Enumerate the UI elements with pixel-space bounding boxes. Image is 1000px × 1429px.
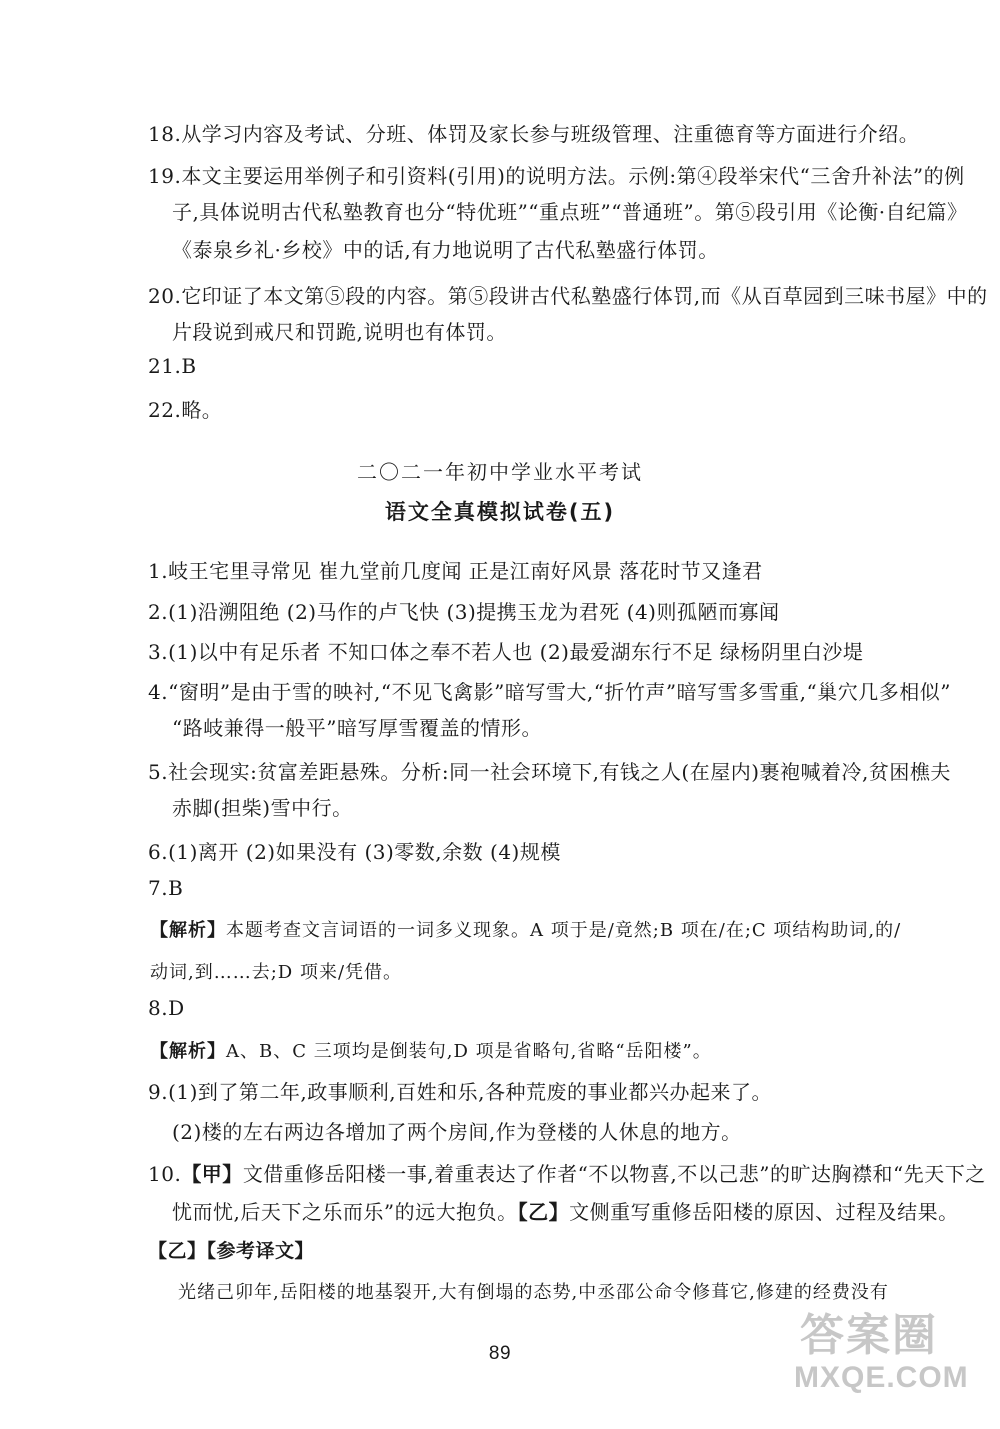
answer-10-cont: 忧而忧,后天下之乐而乐”的远大抱负。【乙】文侧重写重修岳阳楼的原因、过程及结果。 [172, 1200, 959, 1224]
explanation-7: 【解析】本题考查文言词语的一词多义现象。A 项于是/竟然;B 项在/在;C 项结构助词,的/ [150, 920, 902, 941]
answer-8: 8.D [148, 996, 185, 1020]
watermark-bottom-text: MXQE.COM [794, 1361, 969, 1394]
answer-9: 9.(1)到了第二年,政事顺利,百姓和乐,各种荒废的事业都兴办起来了。 [148, 1080, 772, 1104]
answer-2: 2.(1)沿溯阻绝 (2)马作的卢飞快 (3)提携玉龙为君死 (4)则孤陋而寡闻 [148, 600, 780, 624]
answer-22: 22.略。 [148, 398, 223, 422]
exam-subtitle: 二〇二一年初中学业水平考试 [357, 460, 643, 484]
watermark-top-text: 答案圈 [800, 1310, 938, 1361]
answer-4: 4.“窗明”是由于雪的映衬,“不见飞禽影”暗写雪大,“折竹声”暗写雪多雪重,“巢穴几多相似” [148, 680, 951, 704]
answer-19: 19.本文主要运用举例子和引资料(引用)的说明方法。示例:第④段举宋代“三舍升补法”的例 [148, 164, 965, 188]
answer-9-cont: (2)楼的左右两边各增加了两个房间,作为登楼的人休息的地方。 [172, 1120, 742, 1144]
exam-title: 语文全真模拟试卷(五) [384, 500, 616, 524]
answer-19-cont: 《泰泉乡礼·乡校》中的话,有力地说明了古代私塾盛行体罚。 [172, 238, 719, 262]
translation-heading: 【乙】【参考译文】 [148, 1240, 315, 1262]
answer-20-cont: 片段说到戒尺和罚跪,说明也有体罚。 [172, 320, 507, 344]
page-number: 89 [488, 1343, 512, 1364]
answer-3: 3.(1)以中有足乐者 不知口体之奉不若人也 (2)最爱湖东行不足 绿杨阴里白沙堤 [148, 640, 864, 664]
answer-21: 21.B [148, 354, 197, 378]
answer-18: 18.从学习内容及考试、分班、体罚及家长参与班级管理、注重德育等方面进行介绍。 [148, 122, 920, 146]
answer-10: 10.【甲】文借重修岳阳楼一事,着重表达了作者“不以物喜,不以己悲”的旷达胸襟和“先天下之 [148, 1162, 986, 1186]
explanation-7-cont: 动词,到……去;D 项来/凭借。 [150, 962, 403, 983]
answer-19-cont: 子,具体说明古代私塾教育也分“特优班”“重点班”“普通班”。第⑤段引用《论衡·自纪篇》 [172, 200, 968, 224]
answer-20: 20.它印证了本文第⑤段的内容。第⑤段讲古代私塾盛行体罚,而《从百草园到三味书屋》中的 [148, 284, 988, 308]
answer-4-cont: “路岐兼得一般平”暗写厚雪覆盖的情形。 [172, 716, 542, 740]
answer-6: 6.(1)离开 (2)如果没有 (3)零数,余数 (4)规模 [148, 840, 561, 864]
translation-text: 光绪己卯年,岳阳楼的地基裂开,大有倒塌的态势,中丞邵公命令修葺它,修建的经费没有 [178, 1282, 889, 1303]
answer-5: 5.社会现实:贫富差距悬殊。分析:同一社会环境下,有钱之人(在屋内)裹袍喊着冷,贫困樵夫 [148, 760, 951, 784]
answer-7: 7.B [148, 876, 184, 900]
answer-1: 1.岐王宅里寻常见 崔九堂前几度闻 正是江南好风景 落花时节又逢君 [148, 559, 763, 583]
answer-5-cont: 赤脚(担柴)雪中行。 [172, 796, 353, 820]
explanation-8: 【解析】A、B、C 三项均是倒装句,D 项是省略句,省略“岳阳楼”。 [150, 1041, 712, 1062]
watermark-logo [790, 1299, 980, 1409]
